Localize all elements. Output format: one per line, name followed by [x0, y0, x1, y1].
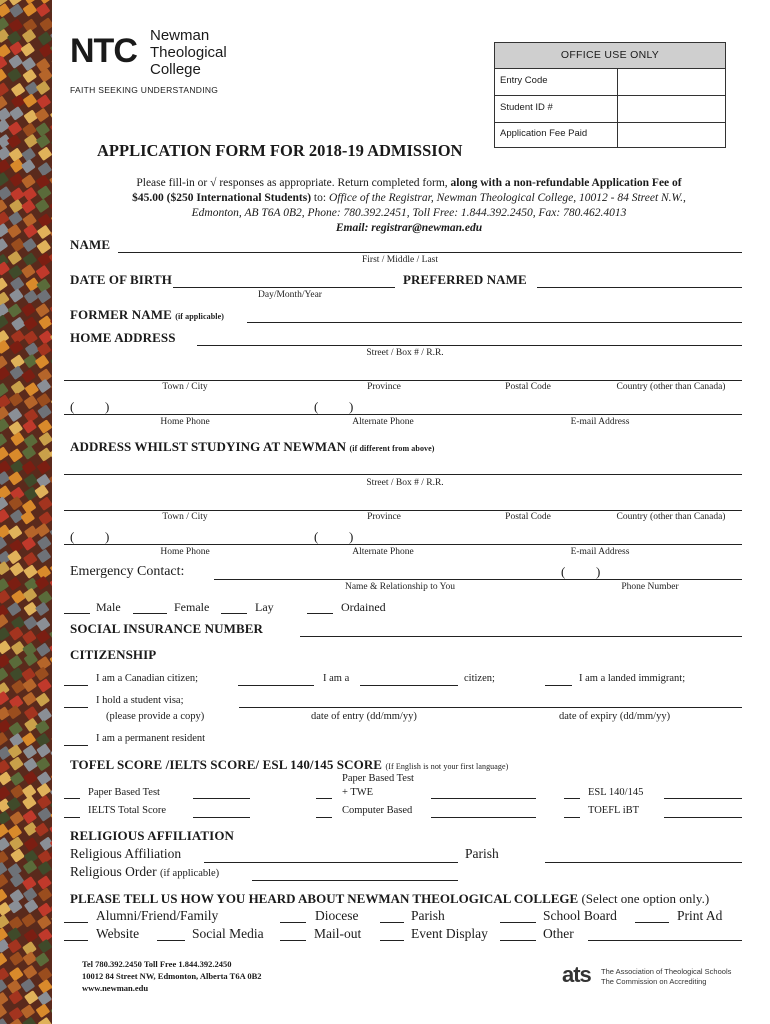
country-caption: Country (other than Canada): [616, 512, 726, 522]
sin-label: SOCIAL INSURANCE NUMBER: [70, 621, 263, 636]
canadian-label: I am a Canadian citizen;: [96, 673, 199, 684]
alt-phone-caption: Alternate Phone: [352, 547, 414, 557]
office-use-title: OFFICE USE ONLY: [495, 43, 725, 69]
footer-contact: [82, 958, 262, 994]
name-caption: First / Middle / Last: [362, 255, 438, 265]
toefl-ibt-score[interactable]: [664, 817, 742, 818]
home-phone-paren-open: (: [70, 529, 75, 544]
country-caption: Country (other than Canada): [616, 382, 726, 392]
name-label: NAME: [70, 237, 111, 252]
paper-twe-label-2: + TWE: [342, 787, 374, 798]
entry-code-field[interactable]: [617, 69, 726, 95]
citizen-label: citizen;: [464, 673, 495, 684]
tofel-text: TOFEL SCORE /IELTS SCORE/ ESL 140/145 SCORE: [70, 757, 383, 772]
logo-name-line2: Theological: [150, 44, 227, 61]
intro-email: Email: registrar@newman.edu: [335, 222, 483, 234]
ats-logo-text: [601, 967, 731, 987]
office-row-student-id: [495, 96, 725, 123]
heard-print-check[interactable]: [635, 922, 669, 923]
home-town-field[interactable]: [64, 380, 742, 381]
newman-address-text: ADDRESS WHILST STUDYING AT NEWMAN: [70, 439, 347, 454]
paper-based-check[interactable]: [64, 798, 80, 799]
logo-name-line3: College: [150, 61, 201, 78]
intro-line1-bold: along with a non-refundable Application Fee of: [450, 177, 682, 189]
intro-line1: Please fill-in or √ responses as appropriate. Return completed form,: [136, 177, 451, 189]
heard-school-check[interactable]: [500, 922, 536, 923]
toefl-ibt-label: TOEFL iBT: [588, 805, 640, 816]
alt-phone-paren-open: (: [314, 399, 319, 414]
alt-phone-paren-close: ): [349, 529, 354, 544]
office-row-fee-paid: [495, 122, 725, 148]
home-phone-paren-open: (: [70, 399, 75, 414]
heard-question-text: PLEASE TELL US HOW YOU HEARD ABOUT NEWMAN THEOLOGICAL COLLEGE: [70, 891, 579, 906]
paper-based-label: Paper Based Test: [88, 787, 160, 798]
permanent-label: I am a permanent resident: [96, 733, 206, 744]
ats-line2: The Commission on Accrediting: [601, 977, 707, 986]
lay-label: Lay: [255, 600, 274, 614]
heard-parish-check[interactable]: [380, 922, 404, 923]
footer-tel: Tel 780.392.2450 Toll Free 1.844.392.2450: [82, 959, 232, 969]
heard-diocese-label: Diocese: [315, 908, 359, 923]
street-caption: Street / Box # / R.R.: [366, 478, 444, 488]
logo-tagline: FAITH SEEKING UNDERSTANDING: [70, 85, 219, 95]
former-name-note: (if applicable): [175, 312, 225, 321]
fee-paid-field[interactable]: [617, 122, 726, 148]
intro-registrar: Office of the Registrar, Newman Theological College, 10012 - 84 Street N.W.,: [328, 192, 686, 204]
computer-label: Computer Based: [342, 805, 413, 816]
newman-address-label: [70, 439, 435, 455]
religious-label: RELIGIOUS AFFILIATION: [70, 828, 235, 843]
intro-address: Edmonton, AB T6A 0B2, Phone: 780.392.2451, Toll Free: 1.844.392.2450, Fax: 780.462.4013: [191, 207, 627, 219]
name-field[interactable]: [118, 252, 742, 253]
former-name-text: FORMER NAME: [70, 307, 172, 322]
emergency-contact-field[interactable]: [214, 579, 742, 580]
female-check[interactable]: [133, 613, 167, 614]
decorative-mosaic-border: [0, 0, 58, 1024]
office-row-label: Entry Code: [500, 75, 548, 86]
permanent-check[interactable]: [64, 745, 88, 746]
newman-phone-email-field[interactable]: [64, 544, 742, 545]
street-caption: Street / Box # / R.R.: [366, 348, 444, 358]
heard-website-label: Website: [96, 926, 140, 941]
email-caption: E-mail Address: [570, 417, 630, 427]
home-phone-paren-close: ): [105, 529, 110, 544]
province-caption: Province: [367, 382, 401, 392]
home-phone-caption: Home Phone: [160, 417, 210, 427]
heard-social-label: Social Media: [192, 926, 264, 941]
dob-field[interactable]: [173, 287, 395, 288]
emergency-paren-close: ): [596, 564, 601, 579]
phone-email-field[interactable]: [64, 414, 742, 415]
newman-address-note: (if different from above): [349, 444, 435, 453]
former-name-label: [70, 307, 224, 323]
sin-field[interactable]: [300, 636, 742, 637]
town-caption: Town / City: [162, 512, 208, 522]
heard-social-check[interactable]: [157, 940, 185, 941]
computer-check[interactable]: [316, 817, 332, 818]
phone-number-caption: Phone Number: [621, 582, 679, 592]
newman-town-field[interactable]: [64, 510, 742, 511]
ordained-check[interactable]: [307, 613, 333, 614]
other-citizen-check[interactable]: [238, 685, 314, 686]
former-name-field[interactable]: [247, 322, 742, 323]
ats-line1: The Association of Theological Schools: [601, 967, 732, 976]
preferred-name-label: PREFERRED NAME: [403, 272, 527, 287]
paper-twe-score[interactable]: [431, 798, 536, 799]
heard-alumni-check[interactable]: [64, 922, 88, 923]
i-am-a-label: I am a: [323, 673, 350, 684]
ielts-label: IELTS Total Score: [88, 805, 167, 816]
postal-caption: Postal Code: [505, 382, 551, 392]
male-check[interactable]: [64, 613, 90, 614]
home-phone-paren-close: ): [105, 399, 110, 414]
dob-caption: Day/Month/Year: [258, 290, 322, 300]
footer-web: www.newman.edu: [82, 983, 149, 993]
landed-label: I am a landed immigrant;: [579, 673, 686, 684]
heard-print-label: Print Ad: [677, 908, 723, 923]
office-row-label: Student ID #: [500, 102, 553, 113]
religious-order-field[interactable]: [252, 880, 458, 881]
paper-twe-check[interactable]: [316, 798, 332, 799]
intro-fee: $45.00 ($250 International Students): [132, 192, 312, 204]
expiry-date-caption: date of expiry (dd/mm/yy): [559, 711, 671, 722]
emergency-paren-open: (: [561, 564, 566, 579]
religious-order-text: Religious Order: [70, 864, 157, 879]
mosaic-graphic: [0, 0, 58, 1024]
alt-phone-caption: Alternate Phone: [352, 417, 414, 427]
email-caption: E-mail Address: [570, 547, 630, 557]
visa-copy-label: (please provide a copy): [106, 711, 205, 722]
religious-order-note: (if applicable): [160, 868, 220, 879]
college-logo: [66, 26, 246, 96]
parish-label: Parish: [465, 846, 499, 861]
landed-check[interactable]: [545, 685, 572, 686]
tofel-note: (If English is not your first language): [385, 762, 509, 771]
heard-mailout-label: Mail-out: [314, 926, 362, 941]
heard-mailout-check[interactable]: [280, 940, 306, 941]
emergency-caption: Name & Relationship to You: [344, 582, 456, 592]
citizenship-label: CITIZENSHIP: [70, 647, 157, 662]
parish-field[interactable]: [545, 862, 742, 863]
visa-check[interactable]: [64, 707, 88, 708]
ordained-label: Ordained: [341, 600, 386, 614]
form-title: APPLICATION FORM FOR 2018-19 ADMISSION: [97, 141, 463, 160]
heard-school-label: School Board: [543, 908, 617, 923]
alt-phone-paren-close: ): [349, 399, 354, 414]
heard-other-field[interactable]: [588, 940, 742, 941]
canadian-check[interactable]: [64, 685, 88, 686]
province-caption: Province: [367, 512, 401, 522]
heard-event-label: Event Display: [411, 926, 488, 941]
esl-label: ESL 140/145: [588, 787, 644, 798]
heard-alumni-label: Alumni/Friend/Family: [96, 908, 219, 923]
footer-address: 10012 84 Street NW, Edmonton, Alberta T6A 0B2: [82, 971, 262, 981]
preferred-name-field[interactable]: [537, 287, 742, 288]
computer-score[interactable]: [431, 817, 536, 818]
female-label: Female: [174, 600, 210, 614]
other-country-field[interactable]: [360, 685, 458, 686]
heard-diocese-check[interactable]: [280, 922, 306, 923]
male-label: Male: [96, 600, 121, 614]
emergency-contact-label: Emergency Contact:: [70, 564, 185, 579]
home-phone-caption: Home Phone: [160, 547, 210, 557]
office-use-only-box: [494, 42, 726, 148]
heard-question: [70, 891, 709, 907]
heard-other-label: Other: [543, 926, 574, 941]
ats-logo-mark: ats: [562, 962, 591, 987]
postal-caption: Postal Code: [505, 512, 551, 522]
heard-event-check[interactable]: [380, 940, 404, 941]
home-street-field[interactable]: [197, 345, 742, 346]
ielts-score[interactable]: [193, 817, 250, 818]
home-address-label: HOME ADDRESS: [70, 330, 176, 345]
heard-question-note: (Select one option only.): [581, 891, 710, 906]
logo-name-line1: Newman: [150, 27, 210, 44]
town-caption: Town / City: [162, 382, 208, 392]
heard-website-check[interactable]: [64, 940, 88, 941]
religious-order-label: [70, 864, 219, 880]
religious-affiliation-field[interactable]: [204, 862, 458, 863]
visa-label: I hold a student visa;: [96, 695, 184, 706]
heard-parish-label: Parish: [411, 908, 445, 923]
esl-score[interactable]: [664, 798, 742, 799]
intro-text: [64, 176, 754, 236]
visa-dates-field[interactable]: [239, 707, 742, 708]
paper-twe-label-1: Paper Based Test: [342, 773, 414, 784]
religious-affiliation-label: Religious Affiliation: [70, 846, 182, 861]
toefl-ibt-check[interactable]: [564, 817, 580, 818]
office-row-entry-code: [495, 69, 725, 96]
newman-street-field[interactable]: [64, 474, 742, 475]
paper-based-score[interactable]: [193, 798, 250, 799]
alt-phone-paren-open: (: [314, 529, 319, 544]
esl-check[interactable]: [564, 798, 580, 799]
heard-other-check[interactable]: [500, 940, 536, 941]
entry-date-caption: date of entry (dd/mm/yy): [311, 711, 417, 722]
ielts-check[interactable]: [64, 817, 80, 818]
intro-to: to:: [311, 192, 329, 204]
dob-label: DATE OF BIRTH: [70, 272, 172, 287]
office-row-label: Application Fee Paid: [500, 128, 588, 139]
student-id-field[interactable]: [617, 96, 726, 122]
lay-check[interactable]: [221, 613, 247, 614]
logo-mark: NTC: [70, 32, 137, 70]
tofel-label: [70, 757, 508, 773]
